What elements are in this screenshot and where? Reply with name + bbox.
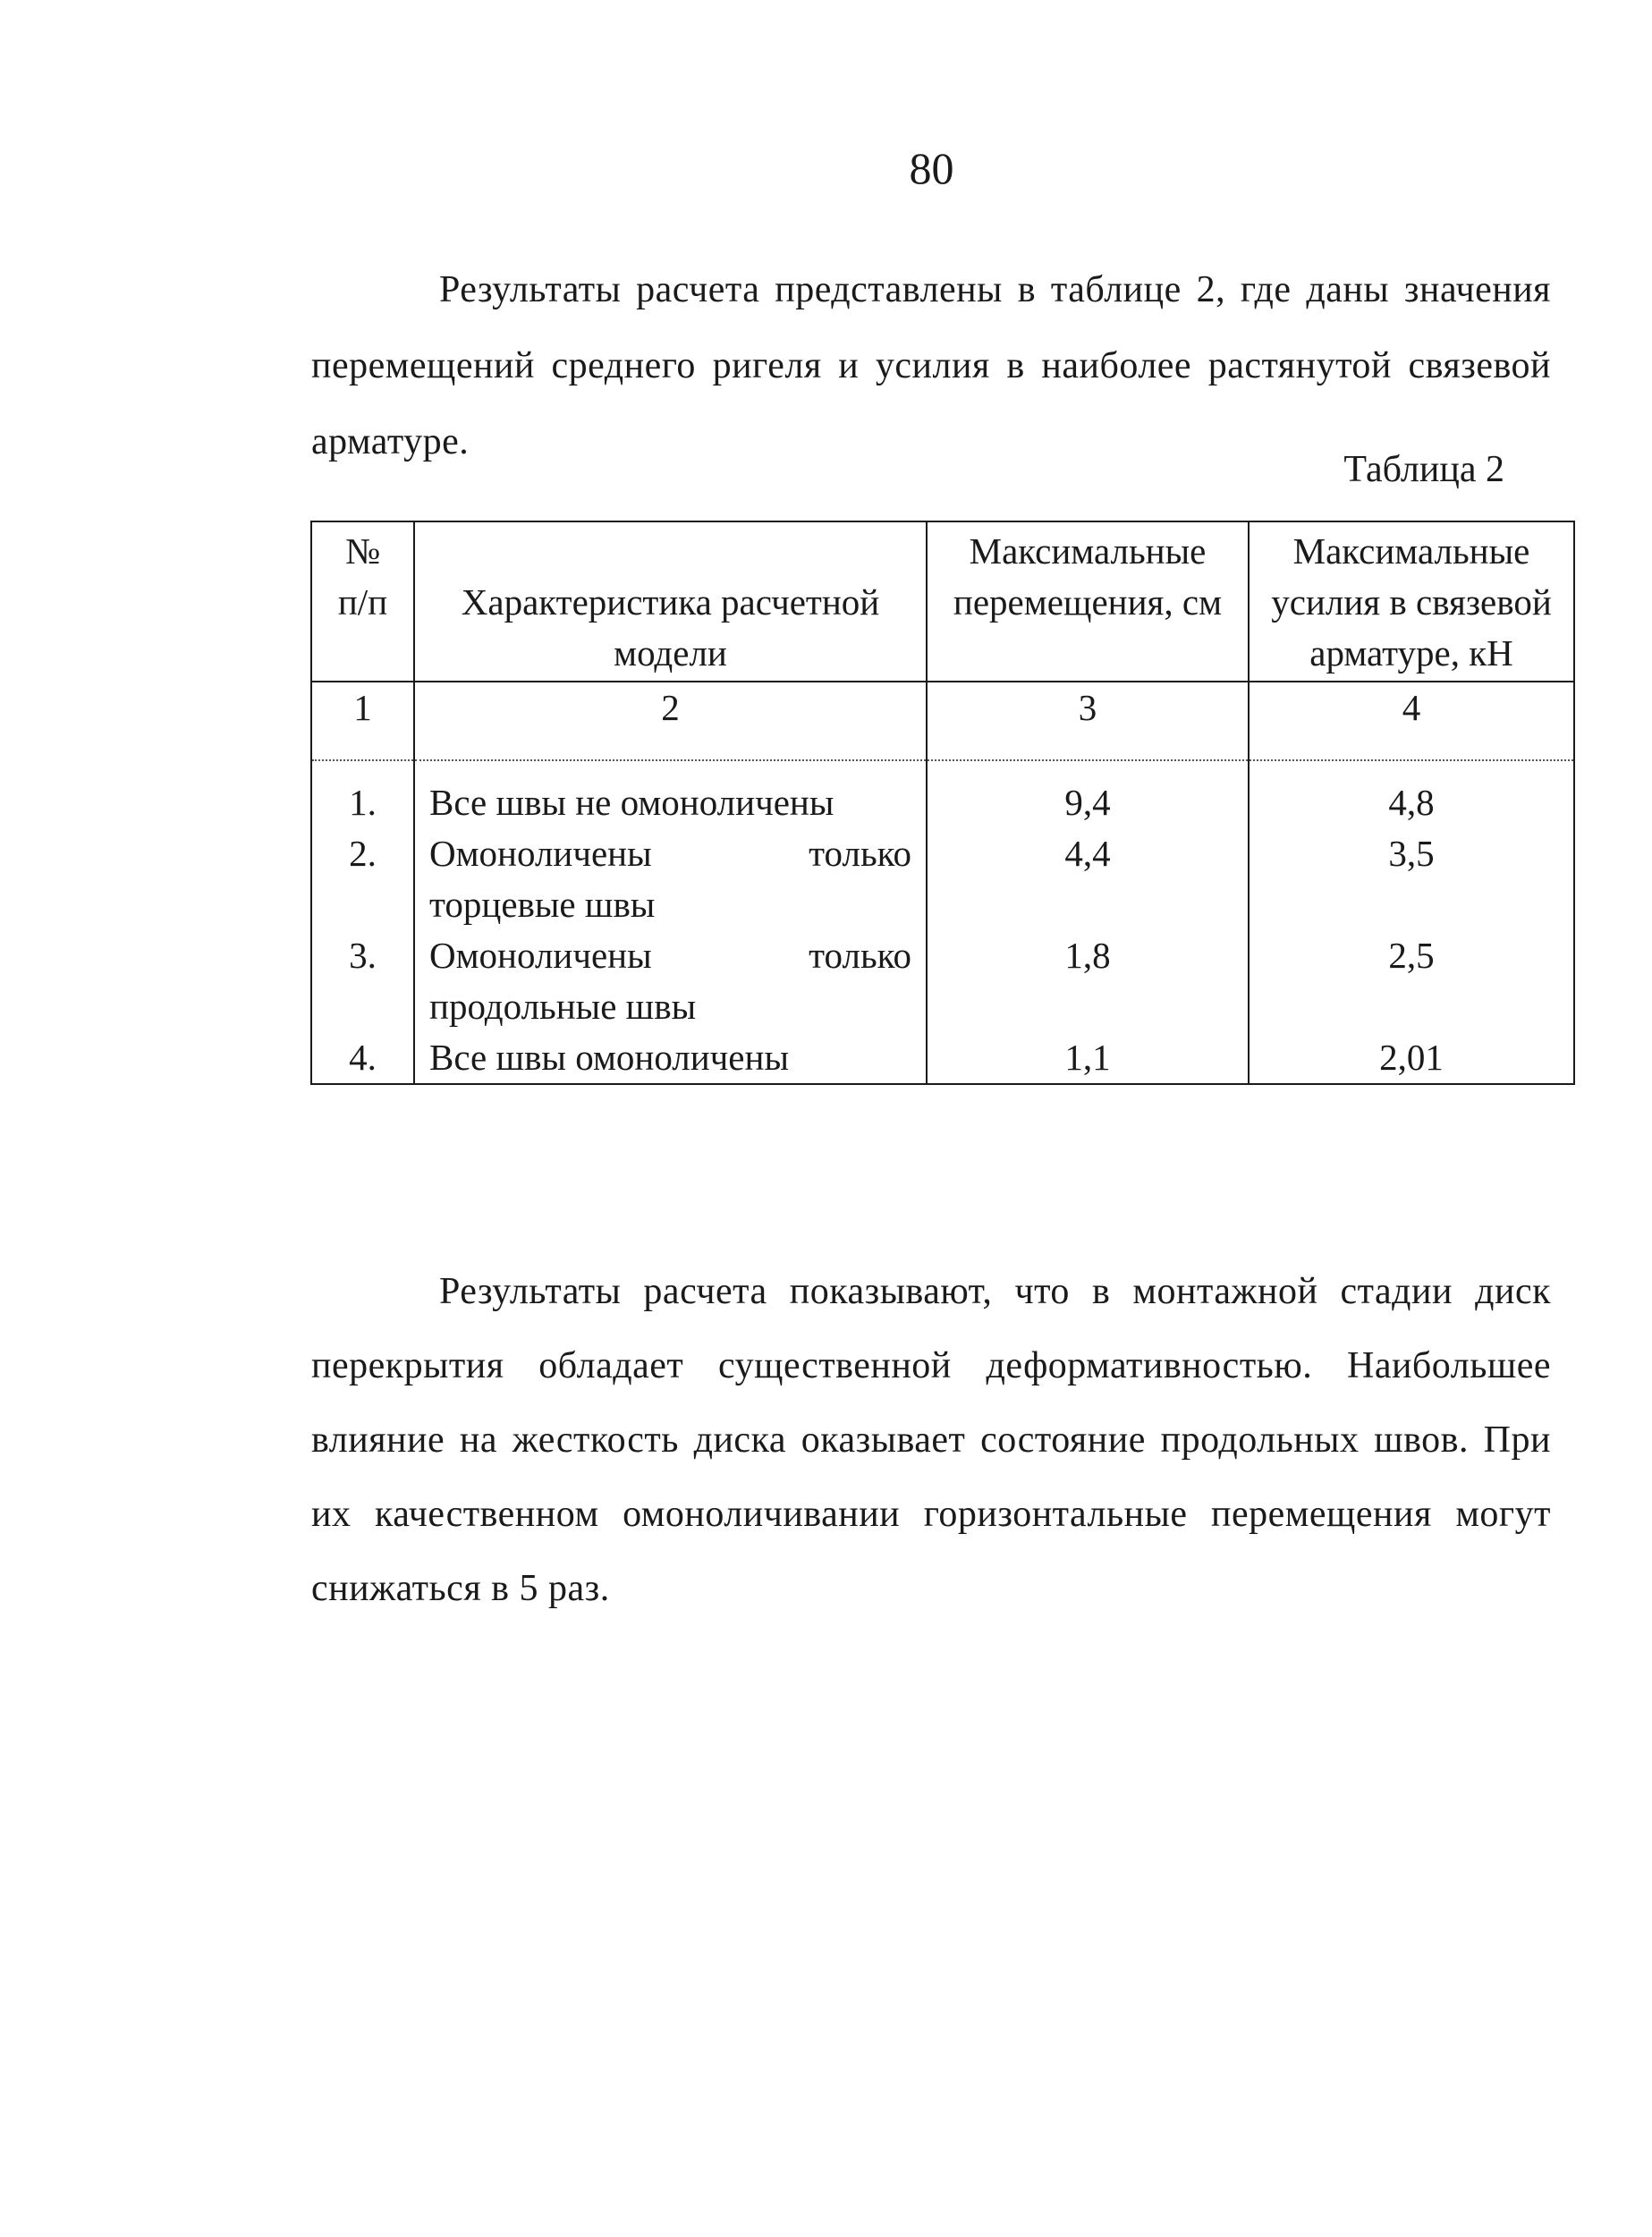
column-number: 2 bbox=[414, 682, 927, 760]
row-force: 2,01 bbox=[1249, 1032, 1574, 1084]
column-number: 3 bbox=[927, 682, 1249, 760]
row-force: 2,5 bbox=[1249, 930, 1574, 1032]
table-row bbox=[311, 760, 1574, 828]
header-force: Максимальные усилия в связевой арматуре, кН bbox=[1249, 521, 1574, 682]
conclusion-paragraph: Результаты расчета показывают, что в монтажной стадии диск перекрытия обладает существенной деформативностью. Наибольшее влияние на жесткость диска оказывает состояние продольных швов. При их качественном омоноличивании горизонтальные перемещения могут снижаться в 5 раз. bbox=[311, 1271, 1551, 1609]
row-number: 1. bbox=[311, 760, 414, 828]
row-displacement: 1,8 bbox=[927, 930, 1249, 1032]
header-model: Характеристика расчетной модели bbox=[414, 521, 927, 682]
row-force: 4,8 bbox=[1249, 760, 1574, 828]
row-displacement: 1,1 bbox=[927, 1032, 1249, 1084]
table-caption: Таблица 2 bbox=[1343, 449, 1504, 490]
table-row bbox=[311, 930, 1574, 1032]
page-number: 80 bbox=[909, 143, 954, 193]
row-model: Все швы омоноличены bbox=[414, 1032, 927, 1084]
intro-paragraph: Результаты расчета представлены в таблице 2, где даны значения перемещений среднего ригеля и усилия в наиболее растянутой связевой арматуре. bbox=[311, 269, 1551, 462]
header-displacement: Максимальные перемещения, см bbox=[927, 521, 1249, 682]
row-force: 3,5 bbox=[1249, 828, 1574, 930]
column-numbering-row bbox=[311, 682, 1574, 760]
table-row bbox=[311, 828, 1574, 930]
row-displacement: 9,4 bbox=[927, 760, 1249, 828]
row-model: Омоноличены только продольные швы bbox=[414, 930, 927, 1032]
header-number: № п/п bbox=[311, 521, 414, 682]
row-model: Все швы не омоноличены bbox=[414, 760, 927, 828]
column-number: 1 bbox=[311, 682, 414, 760]
row-number: 4. bbox=[311, 1032, 414, 1084]
row-displacement: 4,4 bbox=[927, 828, 1249, 930]
row-model: Омоноличены только торцевые швы bbox=[414, 828, 927, 930]
column-number: 4 bbox=[1249, 682, 1574, 760]
results-table bbox=[310, 521, 1575, 1085]
table-row bbox=[311, 1032, 1574, 1084]
row-number: 3. bbox=[311, 930, 414, 1032]
row-number: 2. bbox=[311, 828, 414, 930]
table-header-row bbox=[311, 521, 1574, 682]
